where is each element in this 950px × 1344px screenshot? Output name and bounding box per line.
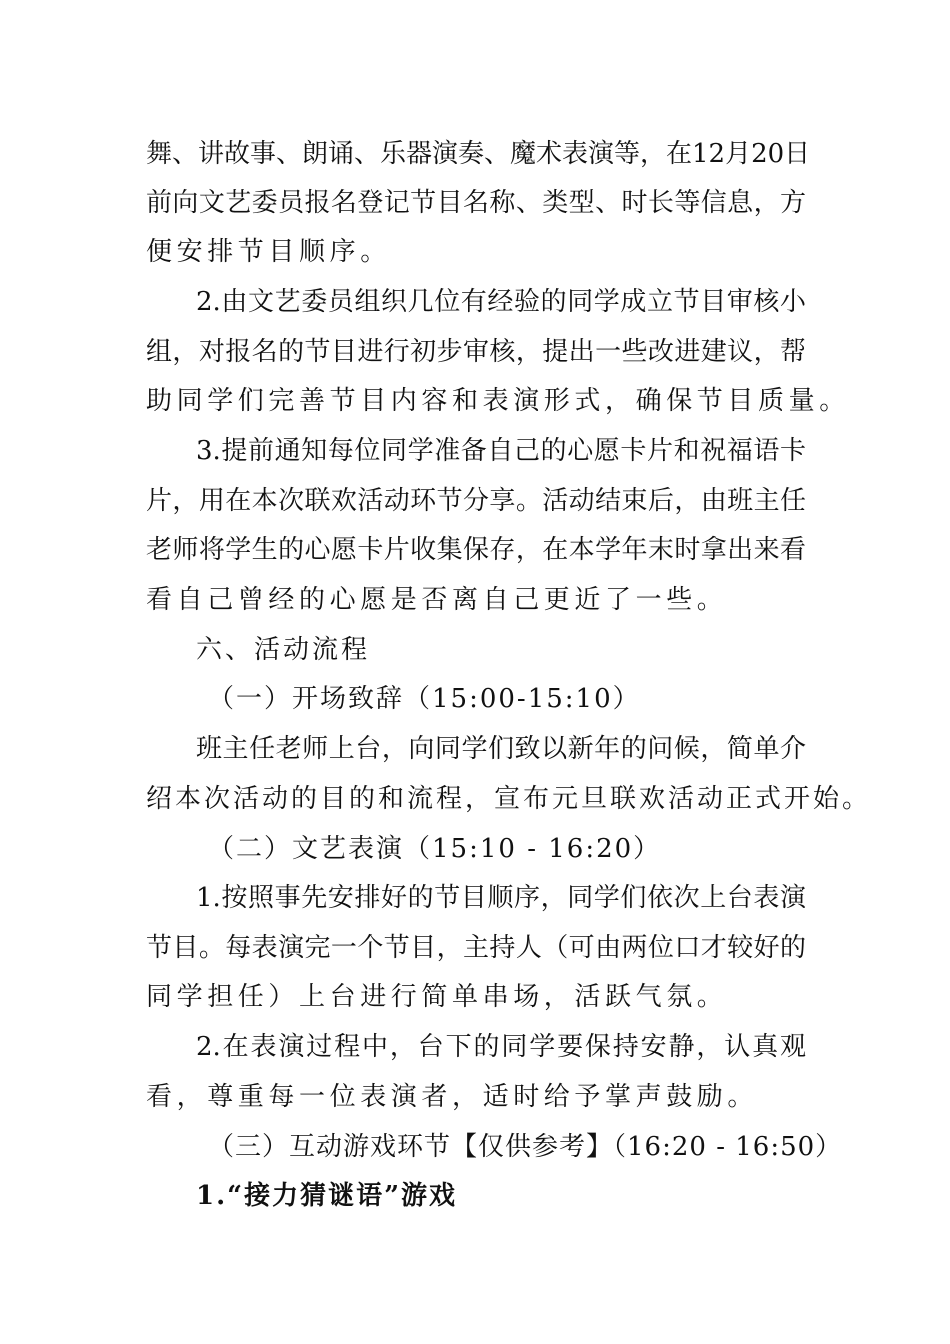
paragraph-line: 助同学们完善节目内容和表演形式，确保节目质量。 xyxy=(146,386,850,416)
paragraph-line: 班主任老师上台，向同学们致以新年的问候，简单介 xyxy=(196,734,806,764)
subsection-heading: （二）文艺表演（15:10 - 16:20） xyxy=(208,834,662,864)
paragraph-line: 绍本次活动的目的和流程，宣布元旦联欢活动正式开始。 xyxy=(146,784,872,814)
game-heading: 1.“接力猜谜语”游戏 xyxy=(196,1181,458,1211)
paragraph-line: 看，尊重每一位表演者，适时给予掌声鼓励。 xyxy=(146,1082,759,1112)
paragraph-line: 2.由文艺委员组织几位有经验的同学成立节目审核小 xyxy=(196,287,806,317)
paragraph-line: 节目。每表演完一个节目，主持人（可由两位口才较好的 xyxy=(146,933,806,963)
paragraph-line: 2.在表演过程中，台下的同学要保持安静，认真观 xyxy=(196,1032,806,1062)
paragraph-line: 看自己曾经的心愿是否离自己更近了一些。 xyxy=(146,585,728,615)
paragraph-line: 舞、讲故事、朗诵、乐器演奏、魔术表演等，在12月20日 xyxy=(146,139,811,169)
subsection-heading: （一）开场致辞（15:00-15:10） xyxy=(208,684,641,714)
paragraph-line: 老师将学生的心愿卡片收集保存，在本学年末时拿出来看 xyxy=(146,535,806,565)
paragraph-line: 片，用在本次联欢活动环节分享。活动结束后，由班主任 xyxy=(146,486,806,516)
paragraph-line: 3.提前通知每位同学准备自己的心愿卡片和祝福语卡 xyxy=(196,436,806,466)
paragraph-line: 前向文艺委员报名登记节目名称、类型、时长等信息，方 xyxy=(146,188,806,218)
subsection-heading: （三）互动游戏环节【仅供参考】（16:20 - 16:50） xyxy=(208,1132,843,1162)
section-heading: 六、活动流程 xyxy=(196,635,371,665)
paragraph-line: 组，对报名的节目进行初步审核，提出一些改进建议，帮 xyxy=(146,337,806,367)
paragraph-line: 便安排节目顺序。 xyxy=(146,237,391,267)
paragraph-line: 同学担任）上台进行简单串场，活跃气氛。 xyxy=(146,982,728,1012)
paragraph-line: 1.按照事先安排好的节目顺序，同学们依次上台表演 xyxy=(196,883,806,913)
